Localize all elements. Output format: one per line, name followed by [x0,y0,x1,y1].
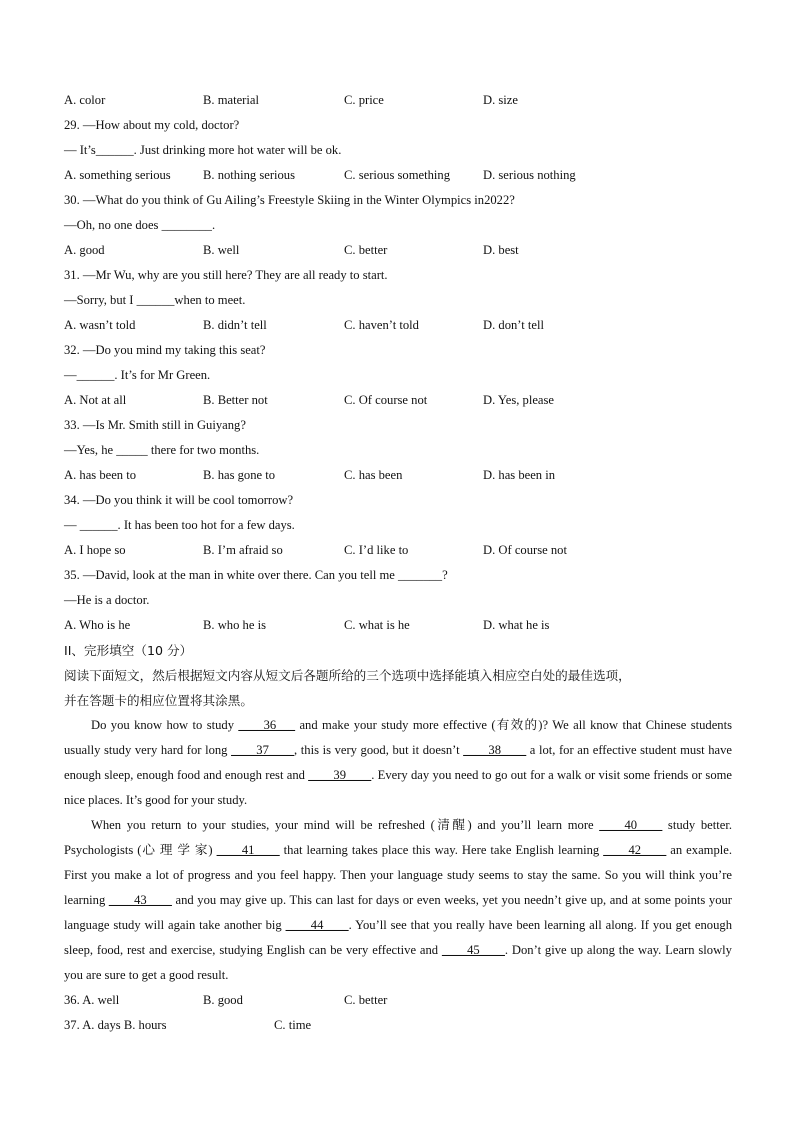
q31-options [64,313,732,338]
q31-option-c: C. haven’t told [344,318,419,332]
passage-text: . You’ll see that you really have been learning all along. If you get enough sleep, food, rest and exercise, studying English can be very effective and [64,918,732,957]
blank-40: ____40____ [599,818,663,832]
blank-42: ____42____ [603,843,667,857]
q32-option-d: D. Yes, please [483,393,555,407]
q36-option-b: B. good [203,993,243,1007]
passage-text: When you return to your studies, your mind will be refreshed (清醒) and you’ll learn more [91,818,600,832]
q37-option-ab: 37. A. days B. hours [64,1018,167,1032]
q28-option-d: D. size [483,93,518,107]
passage-text: a lot, for an effective student must have enough sleep, enough food and enough rest and [64,743,732,782]
q32-options [64,388,732,413]
section-instruction-line1: 阅读下面短文，然后根据短文内容从短文后各题所给的三个选项中选择能填入相应空白处的最佳选项， [64,668,631,683]
passage-text: Do you know how to study [91,718,239,732]
q30-option-a: A. good [64,243,105,257]
q33-options [64,463,732,488]
q30-reply: —Oh, no one does ________. [64,218,216,232]
q29-option-d: D. serious nothing [483,168,576,182]
q34-options [64,538,732,563]
q31-option-d: D. don’t tell [483,318,544,332]
q34-reply: — ______. It has been too hot for a few days. [64,518,295,532]
q35-stem: 35. —David, look at the man in white over there. Can you tell me _______? [64,568,448,582]
passage-text: and make your study more effective (有效的)? We all know that Chinese students usually study very hard for long [64,718,732,757]
blank-41: ____41____ [216,843,280,857]
q31-option-a: A. wasn’t told [64,318,136,332]
passage-text: , this is very good, but it doesn’t [294,743,464,757]
q34-option-b: B. I’m afraid so [203,543,283,557]
q29-option-b: B. nothing serious [203,168,296,182]
q33-option-d: D. has been in [483,468,556,482]
exam-content [64,88,732,1038]
blank-43: ____43____ [108,893,172,907]
q28-option-a: A. color [64,93,106,107]
q32-option-b: B. Better not [203,393,268,407]
q37-options [64,1013,732,1038]
q35-option-c: C. what is he [344,618,410,632]
q29-reply: — It’s______. Just drinking more hot water will be ok. [64,143,342,157]
q30-option-b: B. well [203,243,240,257]
q33-option-c: C. has been [344,468,403,482]
passage-text: . Every day you need to go out for a walk or visit some friends or some nice places. It’s good for your study. [64,768,732,807]
q31-reply: —Sorry, but I ______when to meet. [64,293,246,307]
q32-stem: 32. —Do you mind my taking this seat? [64,343,266,357]
q35-option-a: A. Who is he [64,618,131,632]
q33-reply: —Yes, he _____ there for two months. [64,443,260,457]
section-title: II、完形填空（10 分） [64,643,193,658]
q35-option-b: B. who he is [203,618,266,632]
passage-text: that learning takes place this way. Here take English learning [279,843,604,857]
q28-options [64,88,732,113]
q28-option-c: C. price [344,93,384,107]
q34-option-c: C. I’d like to [344,543,409,557]
q36-option-a: 36. A. well [64,993,120,1007]
q29-option-a: A. something serious [64,168,171,182]
passage-text: an example. First you make a lot of progress and you feel happy. Then your language study seems to stay the same. So you will think you’re learning [64,843,732,907]
q35-reply: —He is a doctor. [64,593,150,607]
q29-option-c: C. serious something [344,168,450,182]
section-instruction-line2: 并在答题卡的相应位置将其涂黑。 [64,693,253,708]
blank-44: ____44____ [285,918,349,932]
blank-38: ____38____ [463,743,527,757]
q33-option-b: B. has gone to [203,468,276,482]
passage-paragraph-1 [64,713,732,813]
q34-option-a: A. I hope so [64,543,126,557]
q35-option-d: D. what he is [483,618,550,632]
q32-option-a: A. Not at all [64,393,127,407]
blank-36: ____36___ [238,718,296,732]
q35-options [64,613,732,638]
passage-text: . Don’t give up along the way. Learn slowly you are sure to get a good result. [64,943,732,982]
q37-option-c: C. time [274,1018,312,1032]
q36-option-c: C. better [344,993,388,1007]
q30-option-c: C. better [344,243,388,257]
q30-stem: 30. —What do you think of Gu Ailing’s Freestyle Skiing in the Winter Olympics in2022? [64,193,515,207]
q28-option-b: B. material [203,93,259,107]
q31-option-b: B. didn’t tell [203,318,267,332]
blank-39: ____39____ [308,768,372,782]
q30-options [64,238,732,263]
q33-stem: 33. —Is Mr. Smith still in Guiyang? [64,418,246,432]
q31-stem: 31. —Mr Wu, why are you still here? They are all ready to start. [64,268,388,282]
blank-45: ____45____ [441,943,505,957]
passage-text: and you may give up. This can last for days or even weeks, yet you needn’t give up, and at some points your language study will again take another big [64,893,732,932]
q32-option-c: C. Of course not [344,393,428,407]
blank-37: ____37____ [231,743,295,757]
passage-paragraph-2 [64,813,732,988]
q30-option-d: D. best [483,243,519,257]
q32-reply: —______. It’s for Mr Green. [64,368,211,382]
q29-stem: 29. —How about my cold, doctor? [64,118,240,132]
q34-option-d: D. Of course not [483,543,567,557]
q33-option-a: A. has been to [64,468,137,482]
passage-text: study better. Psychologists (心 理 学 家) [64,818,732,857]
q36-options [64,988,732,1013]
q29-options [64,163,732,188]
q34-stem: 34. —Do you think it will be cool tomorrow? [64,493,294,507]
